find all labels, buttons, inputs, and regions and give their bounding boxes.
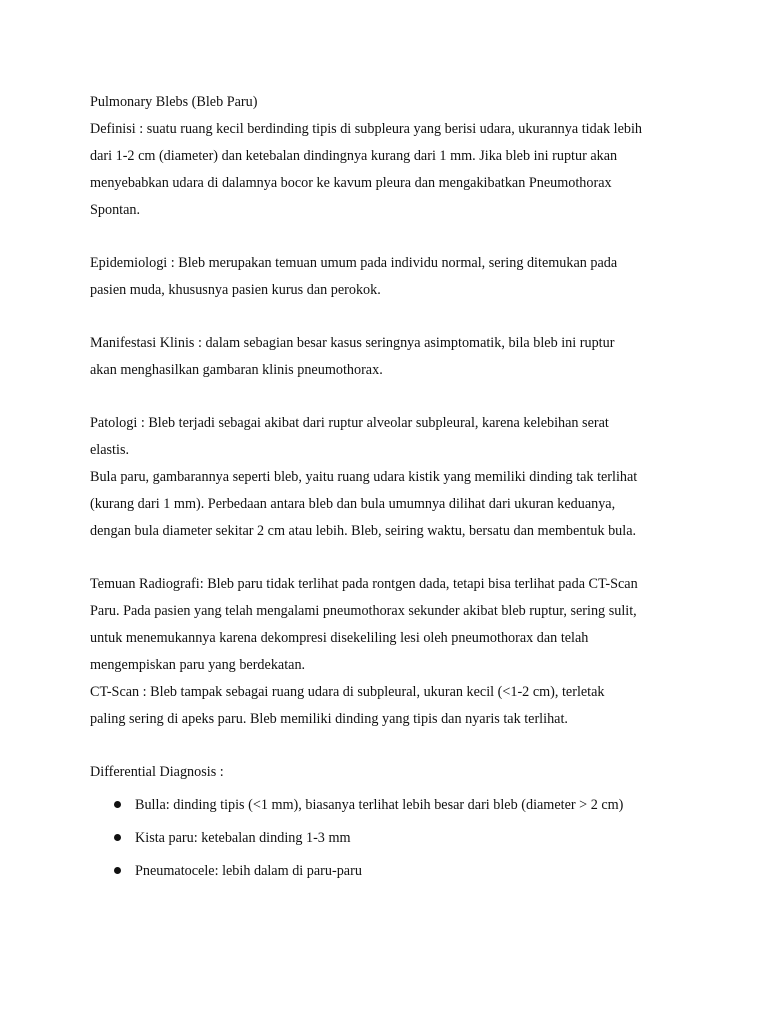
bullet-icon xyxy=(114,834,121,841)
bullet-icon xyxy=(114,801,121,808)
radiografi-line: untuk menemukannya karena dekompresi disekeliling lesi oleh pneumothorax dan telah xyxy=(90,630,589,646)
patologi-line: Bula paru, gambarannya seperti bleb, yaitu ruang udara kistik yang memiliki dinding tak terlihat xyxy=(90,469,638,485)
list-item xyxy=(90,825,708,852)
section-definisi xyxy=(90,116,708,224)
radiografi-line: paling sering di apeks paru. Bleb memiliki dinding yang tipis dan nyaris tak terlihat. xyxy=(90,711,568,727)
document-title: Pulmonary Blebs (Bleb Paru) xyxy=(90,94,258,110)
patologi-line: dengan bula diameter sekitar 2 cm atau lebih. Bleb, seiring waktu, bersatu dan membentuk bula. xyxy=(90,523,637,539)
radiografi-line: CT-Scan : Bleb tampak sebagai ruang udara di subpleural, ukuran kecil (<1-2 cm), terletak xyxy=(90,684,605,700)
section-manifestasi-klinis xyxy=(90,330,708,384)
definisi-line: Spontan. xyxy=(90,202,141,218)
paragraph-gap xyxy=(90,384,708,410)
list-item-text: Bulla: dinding tipis (<1 mm), biasanya terlihat lebih besar dari bleb (diameter > 2 cm) xyxy=(135,797,624,813)
epidemiologi-line: pasien muda, khususnya pasien kurus dan perokok. xyxy=(90,282,381,298)
differential-heading: Differential Diagnosis : xyxy=(90,764,224,780)
paragraph-gap xyxy=(90,304,708,330)
paragraph-gap xyxy=(90,545,708,571)
manifestasi-line: akan menghasilkan gambaran klinis pneumothorax. xyxy=(90,362,383,378)
list-item xyxy=(90,858,708,885)
paragraph-gap xyxy=(90,224,708,250)
list-item-text: Kista paru: ketebalan dinding 1-3 mm xyxy=(135,830,351,846)
bullet-icon xyxy=(114,867,121,874)
definisi-line: dari 1-2 cm (diameter) dan ketebalan dindingnya kurang dari 1 mm. Jika bleb ini ruptur akan xyxy=(90,148,618,164)
manifestasi-line: Manifestasi Klinis : dalam sebagian besar kasus seringnya asimptomatik, bila bleb ini ruptur xyxy=(90,335,615,351)
radiografi-line: mengempiskan paru yang berdekatan. xyxy=(90,657,306,673)
definisi-line: Definisi : suatu ruang kecil berdinding tipis di subpleura yang berisi udara, ukurannya tidak lebih xyxy=(90,121,642,137)
section-epidemiologi xyxy=(90,250,708,304)
patologi-line: (kurang dari 1 mm). Perbedaan antara bleb dan bula umumnya dilihat dari ukuran keduanya, xyxy=(90,496,616,512)
paragraph-gap xyxy=(90,733,708,759)
list-item-text: Pneumatocele: lebih dalam di paru-paru xyxy=(135,863,362,879)
radiografi-line: Paru. Pada pasien yang telah mengalami pneumothorax sekunder akibat bleb ruptur, sering sulit, xyxy=(90,603,637,619)
list-item xyxy=(90,792,708,819)
section-differential-diagnosis xyxy=(90,759,708,885)
section-temuan-radiografi xyxy=(90,571,708,733)
patologi-line: Patologi : Bleb terjadi sebagai akibat dari ruptur alveolar subpleural, karena kelebihan serat xyxy=(90,415,609,431)
radiografi-line: Temuan Radiografi: Bleb paru tidak terlihat pada rontgen dada, tetapi bisa terlihat pada CT-Scan xyxy=(90,576,638,592)
epidemiologi-line: Epidemiologi : Bleb merupakan temuan umum pada individu normal, sering ditemukan pada xyxy=(90,255,618,271)
definisi-line: menyebabkan udara di dalamnya bocor ke kavum pleura dan mengakibatkan Pneumothorax xyxy=(90,175,612,191)
patologi-line: elastis. xyxy=(90,442,130,458)
section-patologi xyxy=(90,410,708,545)
differential-list xyxy=(90,792,708,885)
